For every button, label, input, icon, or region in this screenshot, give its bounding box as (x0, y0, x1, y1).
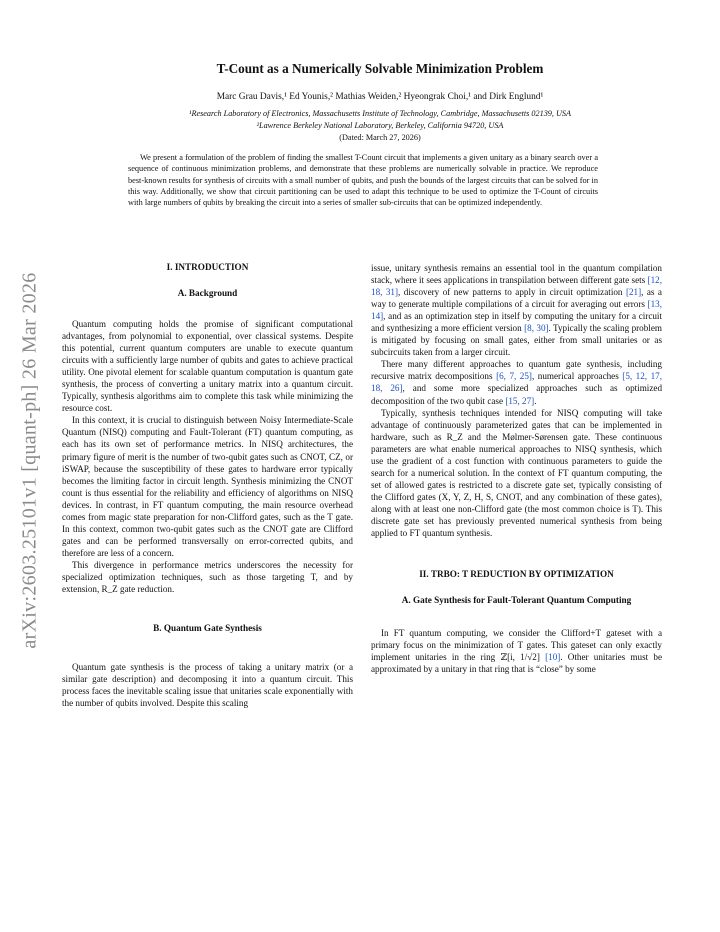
paragraph-unitary-synthesis (371, 262, 662, 358)
paragraph-text: , and some more specialized approaches such as optimized decomposition of the two qubit case (371, 383, 663, 406)
affiliation-2: ²Lawrence Berkeley National Laboratory, Berkeley, California 94720, USA (256, 121, 504, 130)
author-list: Marc Grau Davis,¹ Ed Younis,² Mathias Weiden,² Hyeongrak Choi,¹ and Dirk Englund¹ (216, 92, 544, 102)
paragraph-text: , as a way to generate multiple compilations of a circuit for averaging out errors (371, 287, 662, 310)
paragraph-intro-1: Quantum computing holds the promise of significant computational advantages, from polynomial to exponential, over classical systems. Despite this potential, current quantum computers are unable to execute quantum circuits with a sufficiently large number of qubits and gates to achieve practical utility. One pivotal element for scalable quantum computation is quantum gate synthesis, the process of converting a unitary matrix into a quantum circuit. Typically, synthesis algorithms aim to complete this task while minimizing the resource cost. (62, 319, 353, 414)
citation-link[interactable]: [6, 7, 25] (496, 371, 532, 382)
paragraph-clifford-t (371, 627, 662, 675)
paragraph-intro-3: This divergence in performance metrics underscores the necessity for specialized optimization techniques, such as those targeting T, and by extension, R_Z gate reduction. (62, 559, 353, 595)
citation-link[interactable]: [12, 18, 31] (371, 275, 662, 298)
arxiv-identifier-sidebar (10, 120, 50, 800)
paragraph-nisq-ft-synthesis: Typically, synthesis techniques intended for NISQ computing will take advantage of continuously parameterized gates that can be implemented in hardware, such as R_Z and the Mølmer-Sørensen gate. These continuous parameters are what enable numerical approaches to NISQ synthesis, which use the gradient of a cost function with continuous parameters to guide the search for a numerical solution. In the context of FT quantum computing, the set of allowed gates is restricted to a discrete gate set, typically consisting of the Clifford gates (X, Y, Z, H, S, CNOT, and any combination of these gates), along with at least one non-Clifford gate (the most common choice is T). This discrete gate set has previously prevented numerical synthesis from being applied to FT quantum synthesis. (371, 407, 662, 539)
dated-line: (Dated: March 27, 2026) (339, 133, 421, 142)
citation-link[interactable]: [15, 27] (505, 395, 535, 406)
paragraph-text: In FT quantum computing, we consider the Clifford+T gateset with a primary focus on the minimization of T gates. This gateset can only exactly implement unitaries in the ring ℤ[i, 1/√2] (371, 628, 662, 663)
paragraph-synthesis-approaches (371, 358, 662, 406)
citation-link[interactable]: [21] (625, 287, 642, 298)
paragraph-intro-2: In this context, it is crucial to distinguish between Noisy Intermediate-Scale Quantum (NISQ) computing and Fault-Tolerant (FT) quantum computing, as each has its own set of performance metrics. In NISQ architectures, the primary figure of merit is the number of two-qubit gates such as CNOT, CZ, or iSWAP, because the susceptibility of these gates to hardware error typically becomes the limiting factor in circuit length. Synthesis minimizing the CNOT count is thus essential for the reliability and efficiency of algorithms on NISQ devices. In contrast, in FT quantum computing, the main resource overhead comes from magic state preparation for non-Clifford gates, such as the T gate. In this context, common two-qubit gates such as the CNOT gate are Clifford gates and can be performed transversally on error-corrected qubits, and therefore are less of a concern. (62, 415, 353, 558)
paragraph-text: . (534, 395, 537, 406)
citation-link[interactable]: [8, 30] (524, 323, 549, 334)
paragraph-text: There many different approaches to quantum gate synthesis, including recursive matrix decompositions (371, 359, 662, 382)
affiliation-1: ¹Research Laboratory of Electronics, Massachusetts Institute of Technology, Cambridge, Massachusetts 02139, USA (188, 109, 571, 118)
citation-link[interactable]: [5, 12, 17, 18, 26] (371, 371, 663, 394)
citation-link[interactable]: [10] (545, 652, 561, 663)
paragraph-text: . Other unitaries must be approximated by a unitary in that ring that is “close” by some (371, 652, 662, 675)
paragraph-text: , discovery of new patterns to apply in circuit optimization (398, 287, 626, 298)
arxiv-identifier: arXiv:2603.25101v1 [quant-ph] 26 Mar 2026 (18, 271, 41, 649)
section-heading-trbo: II. TRBO: T REDUCTION BY OPTIMIZATION (419, 569, 614, 580)
subsection-heading-gate-synthesis: B. Quantum Gate Synthesis (153, 623, 262, 634)
paper-title: T-Count as a Numerically Solvable Minimization Problem (216, 61, 544, 76)
paragraph-text: . Typically the scaling problem is mitigated by focusing on small gates, either from small unitaries or as subcircuits taken from a larger circuit. (371, 323, 662, 358)
citation-link[interactable]: [13, 14] (371, 299, 662, 322)
left-column (62, 262, 353, 709)
paragraph-text: issue, unitary synthesis remains an essential tool in the quantum compilation stack, where it sees applications in transpilation between different gate sets (371, 263, 662, 286)
abstract: We present a formulation of the problem of finding the smallest T-Count circuit that implements a given unitary as a binary search over a sequence of continuous minimization problems, and demonstrate that these problems are numerically solvable in practice. We reproduce best-known results for synthesis of circuits with a small number of qubits, and push the bounds of the largest circuits that can be solved for in this way. Additionally, we show that circuit partitioning can be used to adapt this technique to be used to optimize the T-Count of circuits with large numbers of qubits by breaking the circuit into a series of smaller sub-circuits that can be optimized independently. (128, 153, 598, 208)
paragraph-gate-synthesis-1: Quantum gate synthesis is the process of taking a unitary matrix (or a similar gate description) and decomposing it into a quantum circuit. This process faces the inevitable scaling issue that unitaries scale exponentially with the number of qubits involved. Despite this scaling (62, 662, 353, 709)
paragraph-text: , numerical approaches (531, 371, 623, 382)
section-heading-introduction: I. INTRODUCTION (166, 262, 249, 272)
subsection-heading-background: A. Background (177, 288, 238, 298)
paragraph-text: , and as an optimization step in itself by computing the unitary for a circuit and synthesizing a more efficient version (371, 311, 662, 334)
subsection-heading-ft-synthesis: A. Gate Synthesis for Fault-Tolerant Quantum Computing (401, 595, 632, 606)
right-column (371, 262, 662, 675)
